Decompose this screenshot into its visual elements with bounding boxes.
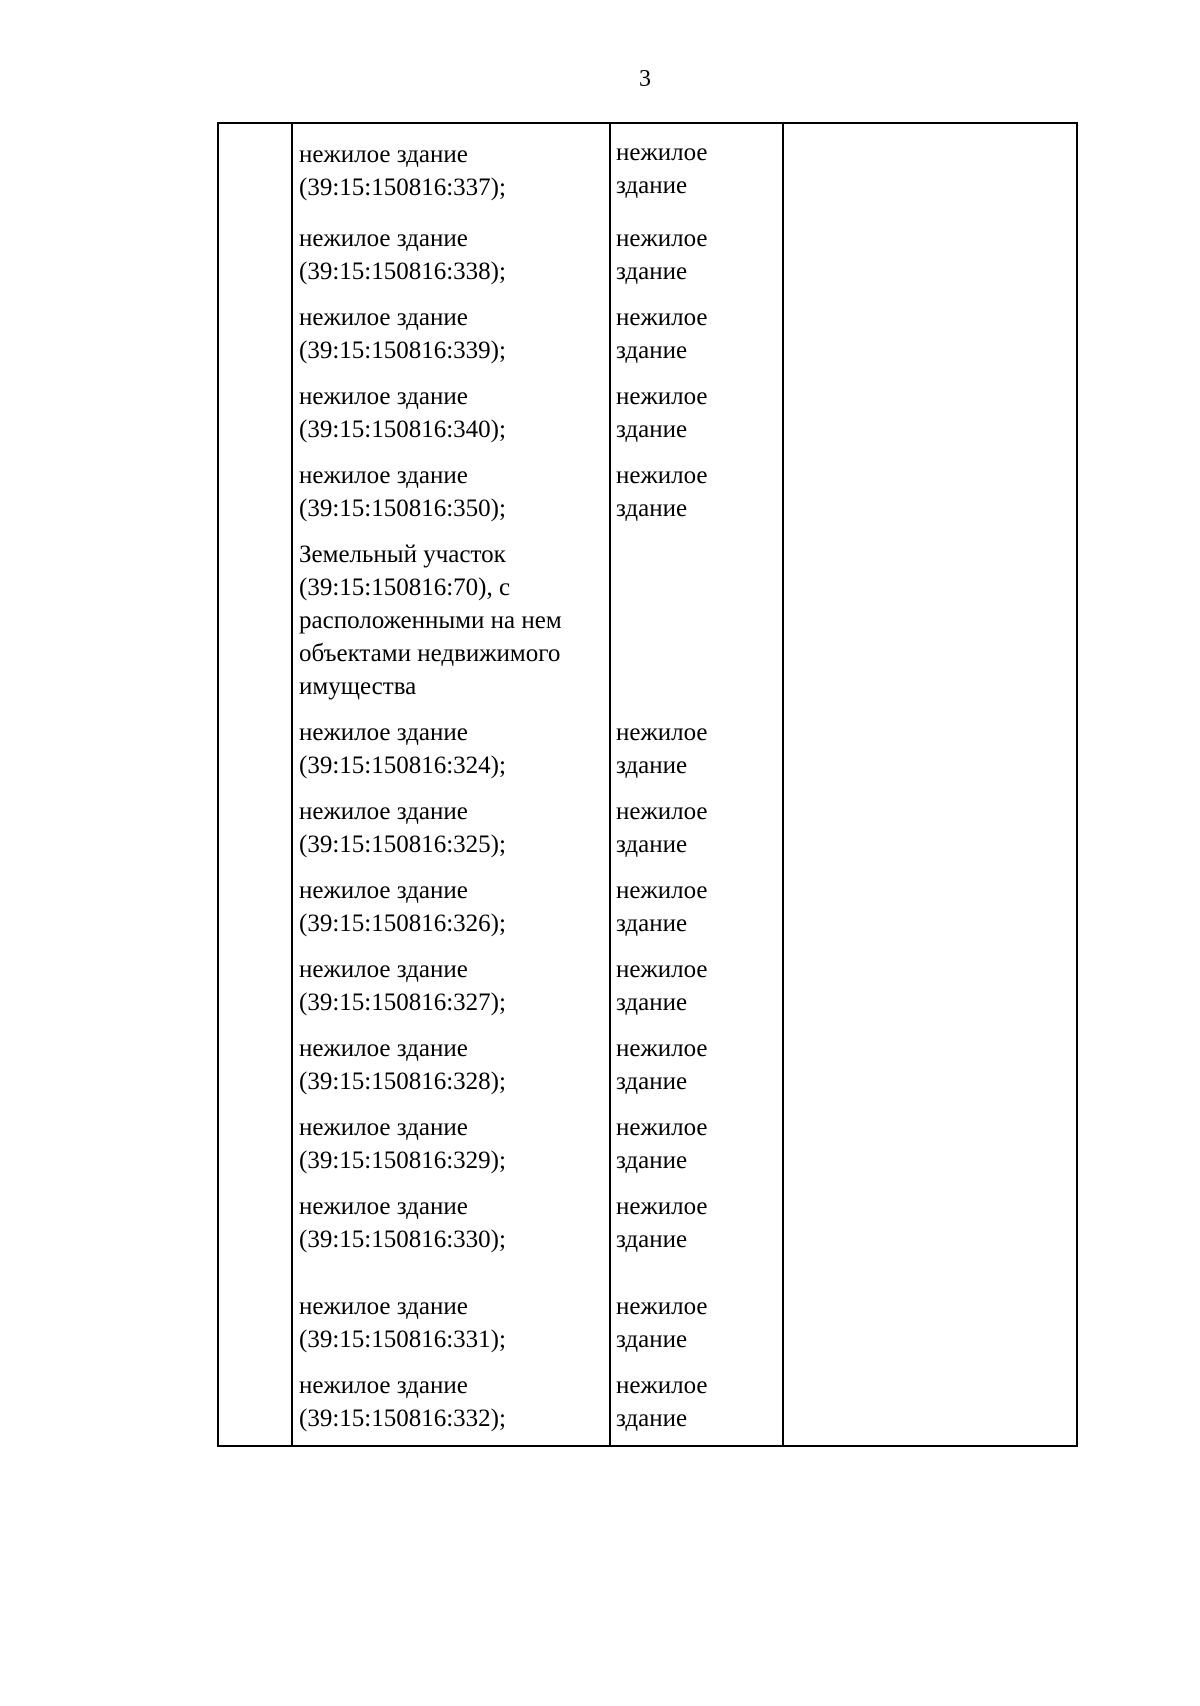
- object-name: нежилое здание (39:15:150816:339);: [299, 304, 506, 364]
- object-name: нежилое здание (39:15:150816:331);: [299, 1293, 506, 1353]
- property-table: [217, 122, 1078, 1447]
- object-name: нежилое здание (39:15:150816:324);: [299, 719, 506, 779]
- object-name: нежилое здание (39:15:150816:337);: [299, 141, 506, 201]
- object-name: нежилое здание (39:15:150816:329);: [299, 1114, 506, 1174]
- object-type: нежилое здание: [616, 1293, 708, 1353]
- object-type: нежилое здание: [616, 1035, 708, 1095]
- object-name: нежилое здание (39:15:150816:332);: [299, 1372, 506, 1432]
- object-name: нежилое здание (39:15:150816:330);: [299, 1193, 506, 1253]
- land-plot-description: Земельный участок (39:15:150816:70), с расположенными на нем объектами недвижимого имущества: [299, 541, 562, 700]
- object-name: нежилое здание (39:15:150816:338);: [299, 225, 506, 285]
- object-type: нежилое здание: [616, 877, 708, 937]
- object-type: нежилое здание: [616, 956, 708, 1016]
- table-row: [218, 123, 1077, 1446]
- object-name: нежилое здание (39:15:150816:350);: [299, 462, 506, 522]
- object-name: нежилое здание (39:15:150816:328);: [299, 1035, 506, 1095]
- object-type: нежилое здание: [616, 1193, 708, 1253]
- object-type: нежилое здание: [616, 383, 708, 443]
- object-name: нежилое здание (39:15:150816:325);: [299, 798, 506, 858]
- object-type: нежилое здание: [616, 225, 708, 285]
- object-type: нежилое здание: [616, 304, 708, 364]
- object-type: [611, 538, 782, 703]
- object-type: нежилое здание: [616, 462, 708, 522]
- object-name: нежилое здание (39:15:150816:327);: [299, 956, 506, 1016]
- object-type: нежилое здание: [616, 719, 708, 779]
- object-type: нежилое здание: [616, 1114, 708, 1174]
- object-type: нежилое здание: [616, 1372, 708, 1432]
- number-cell: [218, 123, 292, 1446]
- object-type: нежилое здание: [616, 139, 708, 199]
- object-name: нежилое здание (39:15:150816:326);: [299, 877, 506, 937]
- empty-cell: [783, 123, 1077, 1446]
- object-name: нежилое здание (39:15:150816:340);: [299, 383, 506, 443]
- page-number: 3: [639, 66, 651, 92]
- object-type: нежилое здание: [616, 798, 708, 858]
